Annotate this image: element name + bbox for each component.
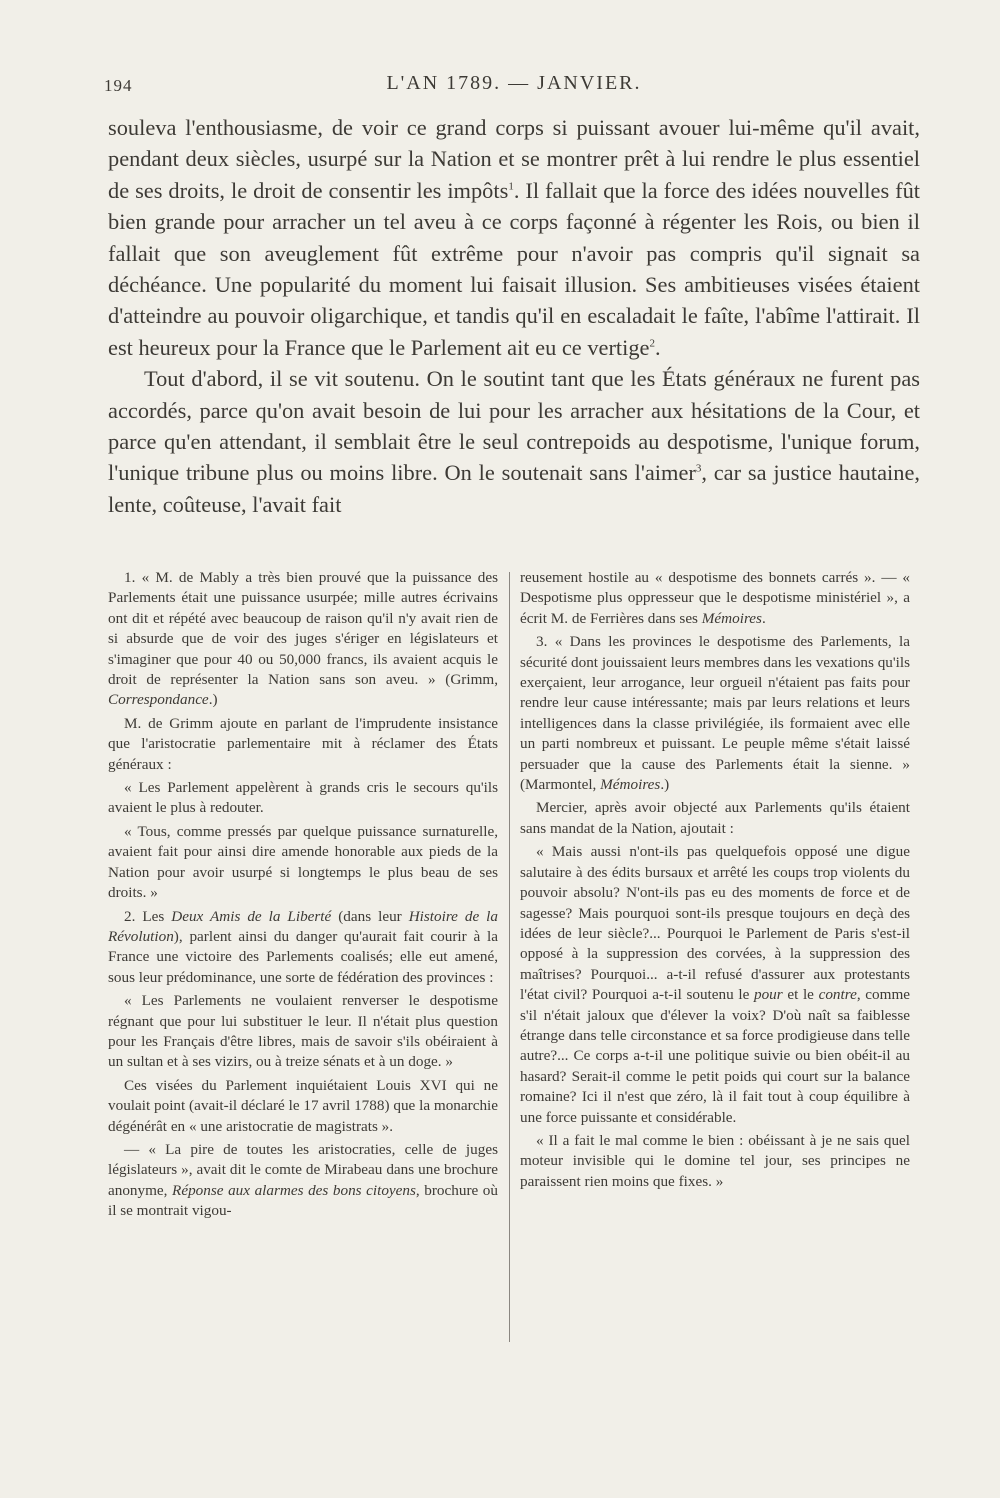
footnote-1: 1. « M. de Mably a très bien prouvé que la puissance des Parlements était une puissance usurpée; mille autres écrivains ont dit et répété avec beaucoup de raison qu'il n'y avait rien de si absurde que de voir des juges s'ériger en législateurs et s'imaginer que pour 40 ou 50,000 francs, ils avaient acquis le droit de représenter la Nation sans son aveu. » (Grimm, Correspondance.) bbox=[108, 569, 498, 709]
page-header bbox=[104, 70, 920, 100]
footnote-ref-3: 3 bbox=[695, 463, 702, 475]
footnote-3-quote-a: « Mais aussi n'ont-ils pas quelquefois opposé une digue salutaire à des édits bursaux et arrêté les coups trop violents du pouvoir absolu? N'ont-ils pas eu des moments de force et de sagesse? Mais pourquoi sont-ils presque toujours en deçà des idées de leur siècle?... Pourquoi le Parlement de Paris s'est-il opposé à la suppression des corvées, à la suppression des maîtrises? Pourquoi... a-t-il refusé d'assurer aux protestants l'état civil? Pourquoi a-t-il soutenu le pour et le contre, comme s'il n'était jaloux que d'élever la voix? D'où naît sa faiblesse étrange dans telle circonstance et sa force prodigieuse dans telle autre?... Ce corps a-t-il une politique suivie ou bien obéit-il au hasard? Serait-il comme le petit poids qui court sur la balance romaine? Ici il n'est que zéro, là il fait tout à coup équilibre à une force puissante et considérable. bbox=[520, 843, 911, 1126]
footnote-1-quote-a: « Les Parlement appelèrent à grands cris le secours qu'ils avaient le plus à redouter. bbox=[108, 779, 498, 817]
footnote-1-cont-a: M. de Grimm ajoute en parlant de l'imprudente insistance que l'aristocratie parlementaire mit à réclamer des États généraux : bbox=[108, 714, 498, 773]
footnote-ref-1: 1 bbox=[508, 180, 514, 193]
main-paragraph-2: Tout d'abord, il se vit soutenu. On le soutint tant que les États généraux ne furent pas accordés, parce qu'on avait besoin de lui pour les arracher aux hésitations de la Cour, et parce qu'en attendant, il semblait être le seul contrepoids au despotisme, l'unique forum, l'unique tribune plus ou moins libre. On le soutenait sans l'aimer$^3$, car sa justice hautaine, lente, coûteuse, l'avait fait bbox=[108, 366, 921, 517]
running-head: L'AN 1789. — JANVIER. bbox=[386, 72, 642, 94]
footnote-ref-2: 2 bbox=[649, 337, 655, 350]
footnote-1-quote-b: « Tous, comme pressés par quelque puissance surnaturelle, avaient fait pour ainsi dire amende honorable aux pieds de la Nation pour avoir usurpé si longtemps le plus beau de ses droits. » bbox=[108, 822, 498, 902]
column-divider bbox=[509, 572, 510, 1342]
footnote-2-cont-a: Ces visées du Parlement inquiétaient Louis XVI qui ne voulait point (avait-il déclaré le 17 avril 1788) que la monarchie dégénérât en « une aristocratie de magistrats ». bbox=[108, 1076, 498, 1135]
footnotes bbox=[108, 568, 920, 1348]
footnote-2-quote: « Les Parlements ne voulaient renverser le despotisme régnant que pour lui substituer le leur. Il n'était plus question pour les Français d'être libres, mais de savoir s'ils obéiraient à un sultan et à ses vizirs, ou à treize sénats et à un doge. » bbox=[108, 992, 498, 1071]
footnote-3-cont: Mercier, après avoir objecté aux Parlements qu'ils étaient sans mandat de la Nation, ajoutait : bbox=[520, 799, 910, 837]
footnote-3: 3. « Dans les provinces le despotisme des Parlements, la sécurité dont jouissaient leurs membres dans les vexations qu'ils exerçaient, leur arrogance, leur orgueil n'étaient pas faits pour rendre leur cause intéressante; mais par leurs relations et leurs intelligences dans la classe privilégiée, ils formaient avec elle un parti nombreux et puissant. Le peuple même s'était laissé persuader que la cause des Parlements était la sienne. » (Marmontel, Mémoires.) bbox=[520, 633, 910, 794]
footnote-3-quote-b: « Il a fait le mal comme le bien : obéissant à je ne sais quel moteur invisible qui le domine tel jour, ses principes ne paraissent rien moins que fixes. » bbox=[520, 1131, 910, 1190]
main-text bbox=[108, 112, 920, 520]
page-number: 194 bbox=[104, 76, 133, 95]
footnote-2: 2. Les Deux Amis de la Liberté (dans leur Histoire de la Révolution), parlent ainsi du danger qu'aurait fait courir à la France une victoire des Parlements coalisés; elle eut amené, sous leur prédominance, une sorte de fédération des provinces : bbox=[108, 907, 498, 986]
footnote-2-continued: reusement hostile au « despotisme des bonnets carrés ». — « Despotisme plus oppresseur que le despotisme ministériel », a écrit M. de Ferrières dans ses Mémoires. bbox=[520, 569, 910, 627]
footnotes-left-column bbox=[108, 568, 498, 1225]
main-paragraph-1: souleva l'enthousiasme, de voir ce grand corps si puissant avouer lui-même qu'il avait, pendant deux siècles, usurpé sur la Nation et se montrer prêt à lui rendre le plus essentiel de ses droits, le droit de consentir les impôts$^1$. Il fallait que la force des idées nouvelles fût bien grande pour arracher un tel aveu à ce corps façonné à régenter les Rois, ou bien il fallait que son aveuglement fût extrême pour n'avoir pas compris qu'il signait sa déchéance. Une popularité du moment lui faisait illusion. Ses ambitieuses visées étaient d'atteindre au pouvoir oligarchique, et tandis qu'il en escaladait le faîte, l'abîme l'attirait. Il est heureux pour la France que le Parlement ait eu ce vertige$^2$. bbox=[108, 115, 920, 360]
footnotes-right-column bbox=[520, 568, 910, 1195]
footnote-2-cont-b: — « La pire de toutes les aristocraties, celle de juges législateurs », avait dit le comte de Mirabeau dans une brochure anonyme, Réponse aux alarmes des bons citoyens, brochure où il se montrait vigou- bbox=[108, 1140, 498, 1220]
